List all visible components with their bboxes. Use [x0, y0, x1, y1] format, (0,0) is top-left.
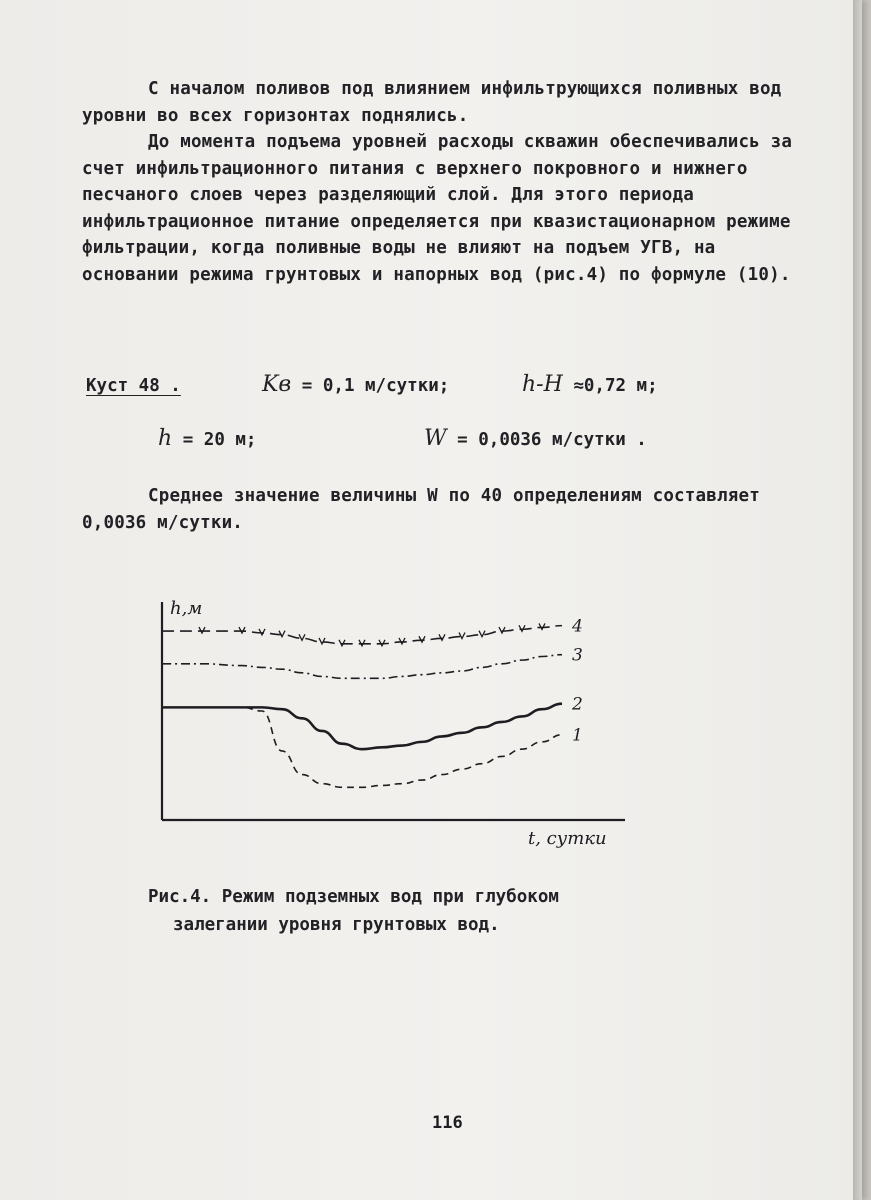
paragraph-1 [82, 76, 822, 129]
series-4-v-marker [379, 640, 385, 646]
w-value: = 0,0036 м/сутки . [457, 430, 647, 450]
groundwater-regime-chart [150, 590, 650, 860]
hH-symbol: h-H [522, 372, 563, 397]
example-line-1 [86, 376, 181, 396]
paragraph-3 [82, 483, 822, 536]
paragraph-2-text: До момента подъема уровней расходы скважин обеспечивались за счет инфильтрационного питания с верхнего покровного и нижнего песчаного слоев через разделяющий слой. Для этого периода инфильтрационное питание определяется при квазистационарном режиме фильтрации, когда поливные воды не влияют на подъем УГВ, на основании режима грунтовых и напорных вод (рис.4) по формуле (10). [82, 132, 793, 285]
series-label-3: 3 [572, 645, 583, 666]
series-label-2: 2 [572, 694, 583, 715]
kb-symbol: Kв [262, 372, 292, 397]
x-axis-label: t, сутки [528, 828, 607, 849]
series-line-1 [162, 707, 562, 787]
series-4-v-marker [439, 634, 445, 640]
page-number: 116 [432, 1113, 463, 1133]
series-label-1: 1 [572, 725, 583, 746]
series-4-v-marker [299, 634, 305, 640]
paragraph-2 [82, 129, 822, 289]
hH-value: ≈0,72 м; [573, 376, 658, 396]
series-line-4 [162, 626, 562, 644]
h-expression [158, 426, 256, 451]
series-4-v-marker [319, 638, 325, 644]
h-symbol: h [158, 426, 173, 451]
hH-expression [522, 372, 658, 397]
caption-line-1: Рис.4. Режим подземных вод при глубоком [148, 887, 559, 907]
series-4-v-marker [499, 627, 505, 633]
series-4-v-marker [479, 631, 485, 637]
series-4-v-marker [359, 640, 365, 646]
series-4-v-marker [419, 636, 425, 642]
series-4-v-marker [279, 631, 285, 637]
y-axis-label: h,м [170, 598, 203, 619]
series-4-v-marker [459, 633, 465, 639]
series-line-3 [162, 655, 562, 679]
kb-expression [262, 372, 449, 397]
paragraph-1-text: С началом поливов под влиянием инфильтрующихся поливных вод уровни во всех горизонтах поднялись. [82, 79, 782, 126]
kb-value: = 0,1 м/сутки; [301, 376, 450, 396]
series-4-v-marker [399, 638, 405, 644]
figure-caption [148, 883, 768, 939]
series-4-v-marker [259, 629, 265, 635]
series-4-v-marker [519, 625, 525, 631]
series-line-2 [162, 704, 562, 749]
caption-line-2: залегании уровня грунтовых вод. [173, 915, 500, 935]
w-expression [424, 426, 647, 451]
series-4-v-marker [239, 627, 245, 633]
series-4-v-marker [339, 640, 345, 646]
series-label-4: 4 [572, 616, 583, 637]
series-4-v-marker [539, 623, 545, 629]
paragraph-3-text: Среднее значение величины W по 40 определениям составляет 0,0036 м/сутки. [82, 486, 760, 533]
w-symbol: W [424, 426, 447, 451]
example-label: Куст 48 . [86, 376, 181, 396]
series-4-v-marker [199, 627, 205, 633]
page-edge [853, 0, 862, 1200]
h-value: = 20 м; [182, 430, 257, 450]
series-layer [162, 617, 583, 788]
